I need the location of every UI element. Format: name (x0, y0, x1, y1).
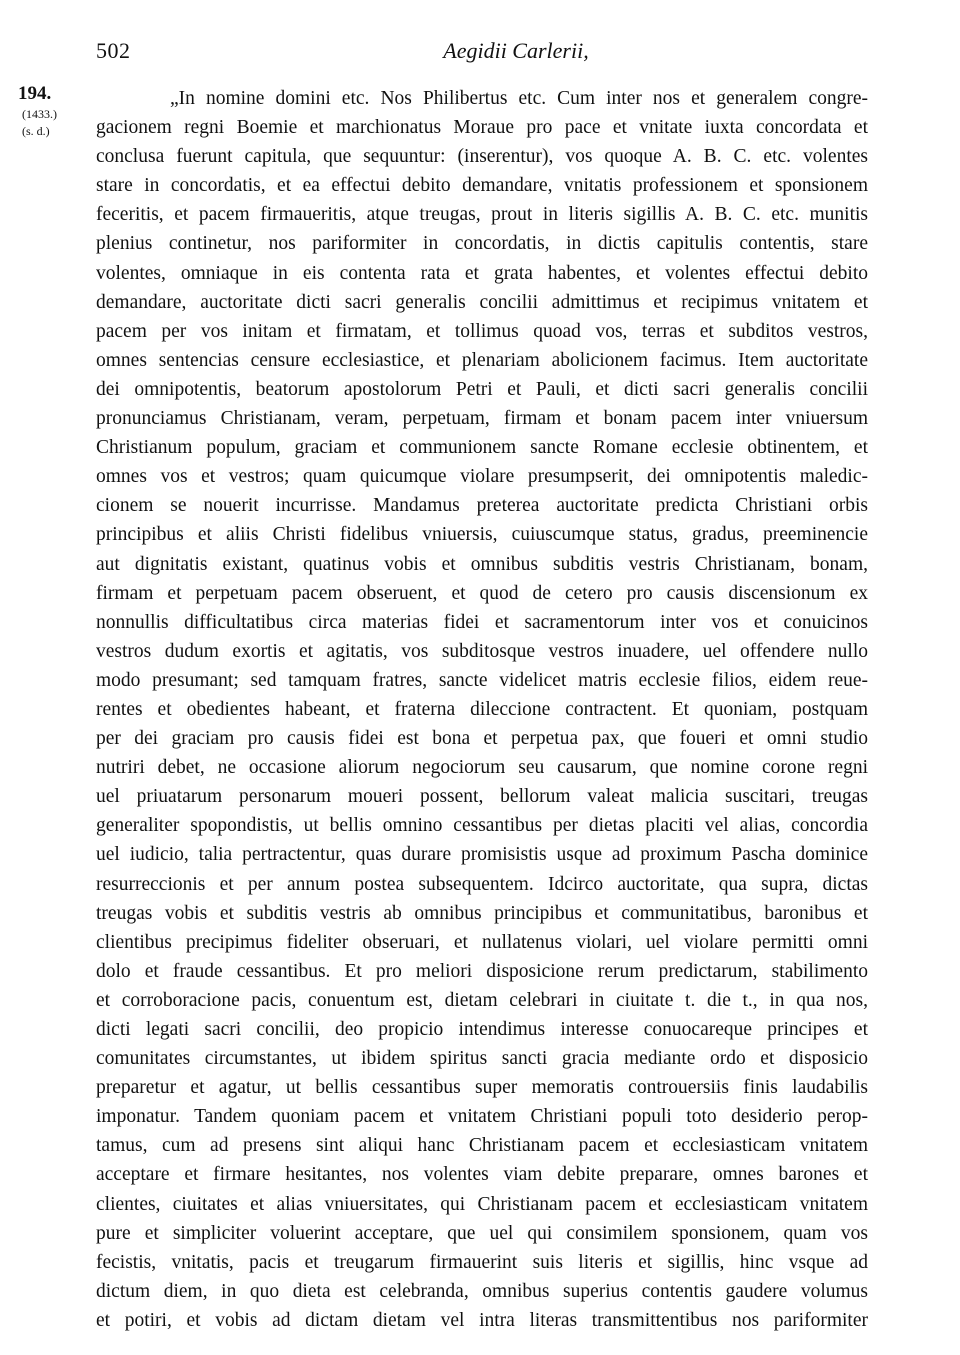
text-line: principibus et aliis Christi fidelibus vniuersis, cuiuscumque status, gradus, preeminencie (96, 524, 868, 546)
text-line: plenius continetur, nos pariformiter in concordatis, in dictis capitulis contentis, stare (96, 233, 868, 255)
text-line: conclusa fuerunt capitula, que sequuntur: (inserentur), vos quoque A. B. C. etc. volentes (96, 146, 868, 168)
running-title: Aegidii Carlerii, (443, 38, 589, 63)
text-line: et potiri, et vobis ad dictam dietam vel intra literas transmittentibus nos pariformiter (96, 1309, 868, 1331)
margin-year: (1433.) (22, 107, 57, 121)
text-line: acceptare et firmare hesitantes, nos volentes viam debite preparare, omnes barones et (96, 1164, 868, 1186)
document-number: 194. (18, 83, 52, 104)
text-line: treugas vobis et subditis vestris ab omnibus principibus et communitatibus, baronibus et (96, 902, 868, 924)
text-line: imponatur. Tandem quoniam pacem et vnitatem Christiani populi toto desiderio perop- (96, 1106, 868, 1128)
text-line: et corroboracione pacis, conuentum est, dietam celebrari in ciuitate t. die t., in qua nos, (96, 989, 868, 1011)
text-line: volentes, omniaque in eis contenta rata et grata habentes, et volentes effectui debito (96, 262, 868, 284)
text-line: omnes vos et vestros; quam quicumque violare presumpserit, dei omnipotentis maledic- (96, 466, 868, 488)
text-line: cionem se nouerit incurrisse. Mandamus preterea auctoritate predicta Christiani orbis (96, 495, 868, 517)
text-line: clientibus precipimus fideliter obseruari, et nullatenus violari, uel violare permitti omni (96, 931, 868, 953)
text-line: pacem per vos initam et firmatam, et tollimus quoad vos, terras et subditos vestros, (96, 320, 868, 342)
text-line: gacionem regni Boemie et marchionatus Moraue pro pace et vnitate iuxta concordata et (96, 117, 868, 139)
text-line: feceritis, et pacem firmaueritis, atque treugas, prout in literis sigillis A. B. C. etc. munitis (96, 204, 868, 226)
text-line: comunitates circumstantes, ut ibidem spiritus sancti gracia mediante ordo et disposicio (96, 1048, 868, 1070)
text-line: vestros dudum exortis et agitatis, vos subditosque vestros inuadere, uel offendere nullo (96, 640, 868, 662)
text-line: Christianum populum, graciam et communionem sancte Romane ecclesie obtinentem, et (96, 437, 868, 459)
text-line: rentes et obedientes habeant, et fraterna dileccione contractent. Et quoniam, postquam (96, 698, 868, 720)
text-line: pronunciamus Christianam, veram, perpetuam, firmam et bonam pacem inter vniuersum (96, 408, 868, 430)
text-line: dei omnipotentis, beatorum apostolorum Petri et Pauli, et dicti sacri generalis concilii (96, 378, 868, 400)
text-line: tamus, cum ad presens sint aliqui hanc Christianam pacem et ecclesiasticam vnitatem (96, 1135, 868, 1157)
text-line: dolo et fraude cessantibus. Et pro meliori disposicione rerum predictarum, stabilimento (96, 960, 868, 982)
text-line: stare in concordatis, et ea effectui debito demandare, vnitatis professionem et sponsionem (96, 175, 868, 197)
text-line: per dei graciam pro causis fidei est bona et perpetua pax, que foueri et omni studio (96, 728, 868, 750)
text-line: resurreccionis et per annum postea subsequentem. Idcirco auctoritate, qua supra, dictas (96, 873, 868, 895)
text-line: dicti legati sacri concilii, deo propicio intendimus interesse conuocareque principes et (96, 1019, 868, 1040)
main-text-block (96, 84, 868, 1335)
text-line: preparetur et agatur, ut bellis cessantibus super memoratis controuersiis finis laudabilis (96, 1077, 868, 1099)
page-header (96, 38, 876, 68)
text-line: clientes, ciuitates et alias vniuersitates, qui Christianam pacem et ecclesiasticam vnitatem (96, 1193, 868, 1215)
margin-notes (18, 82, 88, 140)
text-line: generaliter spopondistis, ut bellis omnino cessantibus per dietas placiti vel alias, concordia (96, 815, 868, 837)
text-line: nutriri debet, ne occasione aliorum negociorum seu causarum, que nomine corone regni (96, 757, 868, 779)
text-line: uel iudicio, talia pertractentur, quas durare promisistis usque ad proximum Pascha dominice (96, 844, 868, 866)
text-line: firmam et perpetuam pacem obseruent, et quod de cetero pro causis discensionum ex (96, 582, 868, 604)
text-line: demandare, auctoritate dicti sacri generalis concilii admittimus et recipimus vnitatem et (96, 291, 868, 313)
text-line: „In nomine domini etc. Nos Philibertus etc. Cum inter nos et generalem congre- (170, 88, 868, 109)
text-line: fecistis, vnitatis, pacis et treugarum firmauerint suis literis et sigillis, hinc vsque ad (96, 1251, 868, 1273)
margin-place-note: (s. d.) (22, 124, 50, 138)
text-line: dictum diem, in quo dieta est celebranda, omnibus superius contentis gaudere volumus (96, 1280, 868, 1302)
page-number: 502 (96, 38, 131, 63)
text-line: aut dignitatis existant, quatinus vobis et omnibus subditis vestris Christianam, bonam, (96, 553, 868, 575)
text-line: nonnullis difficultatibus circa materias fidei et sacramentorum inter vos et conuicinos (96, 611, 868, 633)
text-line: omnes sentencias censure ecclesiastice, et plenariam abolicionem facimus. Item auctoritate (96, 349, 868, 371)
text-line: modo presumant; sed tamquam fratres, sancte videlicet matris ecclesie filios, eidem reue- (96, 669, 868, 691)
text-line: pure et simpliciter voluerint acceptare, que uel qui consimilem sponsionem, quam vos (96, 1222, 868, 1244)
text-line: uel priuatarum personarum moueri possent, bellorum valeat malicia suscitari, treugas (96, 786, 868, 808)
